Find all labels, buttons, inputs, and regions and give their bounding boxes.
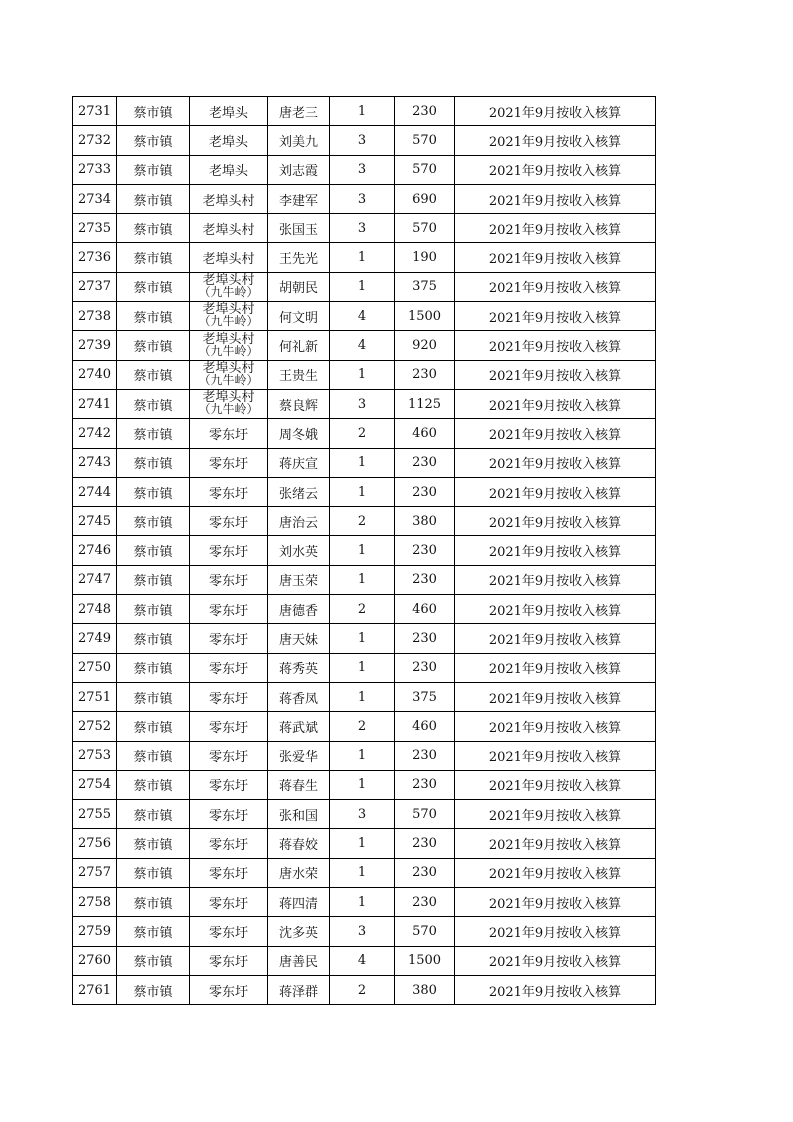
household-count-cell: 1	[330, 741, 395, 770]
household-count-cell: 1	[330, 272, 395, 301]
note-cell: 2021年9月按收入核算	[455, 565, 656, 594]
village-cell: 老埠头	[190, 126, 268, 155]
household-count-cell: 2	[330, 595, 395, 624]
village-cell: 零东圩	[190, 653, 268, 682]
household-count-cell: 1	[330, 243, 395, 272]
household-count-cell: 3	[330, 917, 395, 946]
town-cell: 蔡市镇	[117, 653, 190, 682]
amount-cell: 570	[395, 214, 455, 243]
village-cell	[190, 331, 268, 360]
table-row	[73, 302, 656, 331]
household-count-cell: 1	[330, 448, 395, 477]
amount-cell: 230	[395, 858, 455, 887]
name-cell: 蒋四清	[268, 888, 330, 917]
row-id-cell: 2761	[73, 975, 117, 1004]
amount-cell: 375	[395, 682, 455, 711]
name-cell: 张国玉	[268, 214, 330, 243]
row-id-cell: 2756	[73, 829, 117, 858]
table-row	[73, 829, 656, 858]
amount-cell: 230	[395, 888, 455, 917]
village-subname: （九牛岭）	[198, 314, 259, 329]
table-row	[73, 536, 656, 565]
name-cell: 唐老三	[268, 97, 330, 126]
amount-cell: 1500	[395, 302, 455, 331]
row-id-cell: 2758	[73, 888, 117, 917]
row-id-cell: 2732	[73, 126, 117, 155]
amount-cell: 460	[395, 419, 455, 448]
row-id-cell: 2752	[73, 712, 117, 741]
note-cell: 2021年9月按收入核算	[455, 272, 656, 301]
name-cell: 蒋春姣	[268, 829, 330, 858]
village-subname: （九牛岭）	[198, 343, 259, 358]
row-id-cell: 2759	[73, 917, 117, 946]
table-row	[73, 243, 656, 272]
amount-cell: 460	[395, 712, 455, 741]
note-cell: 2021年9月按收入核算	[455, 184, 656, 213]
table-row	[73, 389, 656, 418]
town-cell: 蔡市镇	[117, 946, 190, 975]
table-row	[73, 126, 656, 155]
village-cell: 老埠头村	[190, 214, 268, 243]
row-id-cell: 2746	[73, 536, 117, 565]
name-cell: 胡朝民	[268, 272, 330, 301]
table-row	[73, 214, 656, 243]
household-count-cell: 1	[330, 770, 395, 799]
note-cell: 2021年9月按收入核算	[455, 624, 656, 653]
note-cell: 2021年9月按收入核算	[455, 507, 656, 536]
row-id-cell: 2749	[73, 624, 117, 653]
village-cell: 零东圩	[190, 829, 268, 858]
record-table	[72, 96, 656, 1005]
village-subname: （九牛岭）	[198, 372, 259, 387]
household-count-cell: 1	[330, 565, 395, 594]
household-count-cell: 1	[330, 829, 395, 858]
note-cell: 2021年9月按收入核算	[455, 448, 656, 477]
table-row	[73, 477, 656, 506]
household-count-cell: 1	[330, 653, 395, 682]
row-id-cell: 2734	[73, 184, 117, 213]
town-cell: 蔡市镇	[117, 712, 190, 741]
household-count-cell: 1	[330, 536, 395, 565]
row-id-cell: 2751	[73, 682, 117, 711]
table-body	[73, 97, 656, 1005]
amount-cell: 920	[395, 331, 455, 360]
name-cell: 张爱华	[268, 741, 330, 770]
household-count-cell: 3	[330, 126, 395, 155]
table-row	[73, 741, 656, 770]
amount-cell: 230	[395, 653, 455, 682]
name-cell: 张和国	[268, 800, 330, 829]
village-subname: （九牛岭）	[198, 284, 259, 299]
household-count-cell: 1	[330, 97, 395, 126]
table-row	[73, 331, 656, 360]
household-count-cell: 1	[330, 858, 395, 887]
town-cell: 蔡市镇	[117, 448, 190, 477]
village-cell: 零东圩	[190, 565, 268, 594]
amount-cell: 570	[395, 800, 455, 829]
row-id-cell: 2738	[73, 302, 117, 331]
table-row	[73, 419, 656, 448]
amount-cell: 190	[395, 243, 455, 272]
row-id-cell: 2747	[73, 565, 117, 594]
row-id-cell: 2748	[73, 595, 117, 624]
town-cell: 蔡市镇	[117, 858, 190, 887]
note-cell: 2021年9月按收入核算	[455, 331, 656, 360]
amount-cell: 380	[395, 507, 455, 536]
note-cell: 2021年9月按收入核算	[455, 917, 656, 946]
village-cell: 零东圩	[190, 975, 268, 1004]
town-cell: 蔡市镇	[117, 214, 190, 243]
name-cell: 周冬娥	[268, 419, 330, 448]
village-cell: 零东圩	[190, 536, 268, 565]
village-cell: 零东圩	[190, 477, 268, 506]
table-row	[73, 712, 656, 741]
amount-cell: 1125	[395, 389, 455, 418]
household-count-cell: 4	[330, 302, 395, 331]
name-cell: 蔡良辉	[268, 389, 330, 418]
name-cell: 唐天妹	[268, 624, 330, 653]
row-id-cell: 2740	[73, 360, 117, 389]
note-cell: 2021年9月按收入核算	[455, 858, 656, 887]
town-cell: 蔡市镇	[117, 741, 190, 770]
amount-cell: 230	[395, 360, 455, 389]
village-cell: 零东圩	[190, 712, 268, 741]
amount-cell: 230	[395, 97, 455, 126]
name-cell: 何文明	[268, 302, 330, 331]
note-cell: 2021年9月按收入核算	[455, 975, 656, 1004]
row-id-cell: 2755	[73, 800, 117, 829]
name-cell: 何礼新	[268, 331, 330, 360]
household-count-cell: 2	[330, 507, 395, 536]
household-count-cell: 1	[330, 477, 395, 506]
household-count-cell: 3	[330, 184, 395, 213]
note-cell: 2021年9月按收入核算	[455, 682, 656, 711]
town-cell: 蔡市镇	[117, 565, 190, 594]
note-cell: 2021年9月按收入核算	[455, 243, 656, 272]
row-id-cell: 2739	[73, 331, 117, 360]
village-cell: 零东圩	[190, 800, 268, 829]
town-cell: 蔡市镇	[117, 155, 190, 184]
note-cell: 2021年9月按收入核算	[455, 536, 656, 565]
town-cell: 蔡市镇	[117, 770, 190, 799]
amount-cell: 1500	[395, 946, 455, 975]
note-cell: 2021年9月按收入核算	[455, 302, 656, 331]
town-cell: 蔡市镇	[117, 624, 190, 653]
village-cell	[190, 389, 268, 418]
row-id-cell: 2742	[73, 419, 117, 448]
village-cell: 老埠头村	[190, 184, 268, 213]
name-cell: 唐善民	[268, 946, 330, 975]
village-cell	[190, 360, 268, 389]
row-id-cell: 2733	[73, 155, 117, 184]
town-cell: 蔡市镇	[117, 243, 190, 272]
note-cell: 2021年9月按收入核算	[455, 741, 656, 770]
table-row	[73, 888, 656, 917]
village-cell: 老埠头村	[190, 243, 268, 272]
town-cell: 蔡市镇	[117, 507, 190, 536]
row-id-cell: 2731	[73, 97, 117, 126]
village-name: 老埠头村	[202, 302, 255, 318]
name-cell: 蒋庆宣	[268, 448, 330, 477]
town-cell: 蔡市镇	[117, 184, 190, 213]
note-cell: 2021年9月按收入核算	[455, 712, 656, 741]
village-cell: 零东圩	[190, 448, 268, 477]
name-cell: 蒋武斌	[268, 712, 330, 741]
town-cell: 蔡市镇	[117, 272, 190, 301]
amount-cell: 230	[395, 829, 455, 858]
note-cell: 2021年9月按收入核算	[455, 214, 656, 243]
village-cell	[190, 272, 268, 301]
note-cell: 2021年9月按收入核算	[455, 419, 656, 448]
table-row	[73, 97, 656, 126]
village-cell: 零东圩	[190, 624, 268, 653]
amount-cell: 570	[395, 126, 455, 155]
note-cell: 2021年9月按收入核算	[455, 800, 656, 829]
household-count-cell: 2	[330, 712, 395, 741]
household-count-cell: 1	[330, 624, 395, 653]
table-row	[73, 595, 656, 624]
village-cell: 老埠头	[190, 97, 268, 126]
name-cell: 王先光	[268, 243, 330, 272]
note-cell: 2021年9月按收入核算	[455, 389, 656, 418]
note-cell: 2021年9月按收入核算	[455, 97, 656, 126]
town-cell: 蔡市镇	[117, 360, 190, 389]
village-cell: 零东圩	[190, 741, 268, 770]
row-id-cell: 2750	[73, 653, 117, 682]
town-cell: 蔡市镇	[117, 419, 190, 448]
household-count-cell: 3	[330, 389, 395, 418]
amount-cell: 570	[395, 917, 455, 946]
row-id-cell: 2760	[73, 946, 117, 975]
table-row	[73, 770, 656, 799]
amount-cell: 230	[395, 477, 455, 506]
household-count-cell: 3	[330, 155, 395, 184]
table-row	[73, 360, 656, 389]
table-row	[73, 858, 656, 887]
name-cell: 唐治云	[268, 507, 330, 536]
town-cell: 蔡市镇	[117, 800, 190, 829]
note-cell: 2021年9月按收入核算	[455, 888, 656, 917]
row-id-cell: 2754	[73, 770, 117, 799]
table-row	[73, 624, 656, 653]
amount-cell: 570	[395, 155, 455, 184]
village-cell: 零东圩	[190, 595, 268, 624]
name-cell: 刘美九	[268, 126, 330, 155]
row-id-cell: 2735	[73, 214, 117, 243]
name-cell: 刘水英	[268, 536, 330, 565]
table-row	[73, 917, 656, 946]
town-cell: 蔡市镇	[117, 829, 190, 858]
table-row	[73, 653, 656, 682]
table-row	[73, 507, 656, 536]
table-row	[73, 975, 656, 1004]
name-cell: 唐玉荣	[268, 565, 330, 594]
amount-cell: 230	[395, 565, 455, 594]
town-cell: 蔡市镇	[117, 917, 190, 946]
village-cell: 零东圩	[190, 507, 268, 536]
name-cell: 唐德香	[268, 595, 330, 624]
amount-cell: 230	[395, 770, 455, 799]
name-cell: 蒋泽群	[268, 975, 330, 1004]
row-id-cell: 2741	[73, 389, 117, 418]
row-id-cell: 2745	[73, 507, 117, 536]
note-cell: 2021年9月按收入核算	[455, 829, 656, 858]
household-count-cell: 2	[330, 975, 395, 1004]
amount-cell: 230	[395, 741, 455, 770]
household-count-cell: 4	[330, 331, 395, 360]
household-count-cell: 1	[330, 888, 395, 917]
household-count-cell: 3	[330, 800, 395, 829]
name-cell: 李建军	[268, 184, 330, 213]
name-cell: 刘志霞	[268, 155, 330, 184]
row-id-cell: 2736	[73, 243, 117, 272]
village-cell: 零东圩	[190, 770, 268, 799]
amount-cell: 230	[395, 448, 455, 477]
note-cell: 2021年9月按收入核算	[455, 946, 656, 975]
amount-cell: 230	[395, 536, 455, 565]
village-name: 老埠头村	[202, 331, 255, 347]
note-cell: 2021年9月按收入核算	[455, 770, 656, 799]
village-cell: 零东圩	[190, 858, 268, 887]
town-cell: 蔡市镇	[117, 302, 190, 331]
name-cell: 张绪云	[268, 477, 330, 506]
town-cell: 蔡市镇	[117, 477, 190, 506]
village-cell: 零东圩	[190, 888, 268, 917]
amount-cell: 230	[395, 624, 455, 653]
table-row	[73, 565, 656, 594]
name-cell: 唐水荣	[268, 858, 330, 887]
village-subname: （九牛岭）	[198, 402, 259, 417]
note-cell: 2021年9月按收入核算	[455, 477, 656, 506]
household-count-cell: 3	[330, 214, 395, 243]
table-row	[73, 800, 656, 829]
village-name: 老埠头村	[202, 390, 255, 406]
village-cell: 零东圩	[190, 946, 268, 975]
household-count-cell: 2	[330, 419, 395, 448]
household-count-cell: 4	[330, 946, 395, 975]
table-row	[73, 155, 656, 184]
town-cell: 蔡市镇	[117, 682, 190, 711]
row-id-cell: 2753	[73, 741, 117, 770]
village-cell: 零东圩	[190, 917, 268, 946]
amount-cell: 690	[395, 184, 455, 213]
village-cell	[190, 302, 268, 331]
town-cell: 蔡市镇	[117, 975, 190, 1004]
amount-cell: 375	[395, 272, 455, 301]
table-row	[73, 682, 656, 711]
name-cell: 蒋香凤	[268, 682, 330, 711]
name-cell: 蒋秀英	[268, 653, 330, 682]
table-row	[73, 184, 656, 213]
town-cell: 蔡市镇	[117, 536, 190, 565]
note-cell: 2021年9月按收入核算	[455, 126, 656, 155]
village-name: 老埠头村	[202, 272, 255, 288]
household-count-cell: 1	[330, 682, 395, 711]
amount-cell: 380	[395, 975, 455, 1004]
town-cell: 蔡市镇	[117, 888, 190, 917]
note-cell: 2021年9月按收入核算	[455, 155, 656, 184]
name-cell: 蒋春生	[268, 770, 330, 799]
table-row	[73, 946, 656, 975]
town-cell: 蔡市镇	[117, 595, 190, 624]
village-cell: 零东圩	[190, 682, 268, 711]
village-cell: 老埠头	[190, 155, 268, 184]
town-cell: 蔡市镇	[117, 97, 190, 126]
row-id-cell: 2744	[73, 477, 117, 506]
note-cell: 2021年9月按收入核算	[455, 360, 656, 389]
village-name: 老埠头村	[202, 360, 255, 376]
note-cell: 2021年9月按收入核算	[455, 595, 656, 624]
table-row	[73, 448, 656, 477]
town-cell: 蔡市镇	[117, 331, 190, 360]
note-cell: 2021年9月按收入核算	[455, 653, 656, 682]
name-cell: 沈多英	[268, 917, 330, 946]
village-cell: 零东圩	[190, 419, 268, 448]
town-cell: 蔡市镇	[117, 389, 190, 418]
town-cell: 蔡市镇	[117, 126, 190, 155]
household-count-cell: 1	[330, 360, 395, 389]
name-cell: 王贵生	[268, 360, 330, 389]
amount-cell: 460	[395, 595, 455, 624]
table-row	[73, 272, 656, 301]
row-id-cell: 2743	[73, 448, 117, 477]
row-id-cell: 2737	[73, 272, 117, 301]
row-id-cell: 2757	[73, 858, 117, 887]
